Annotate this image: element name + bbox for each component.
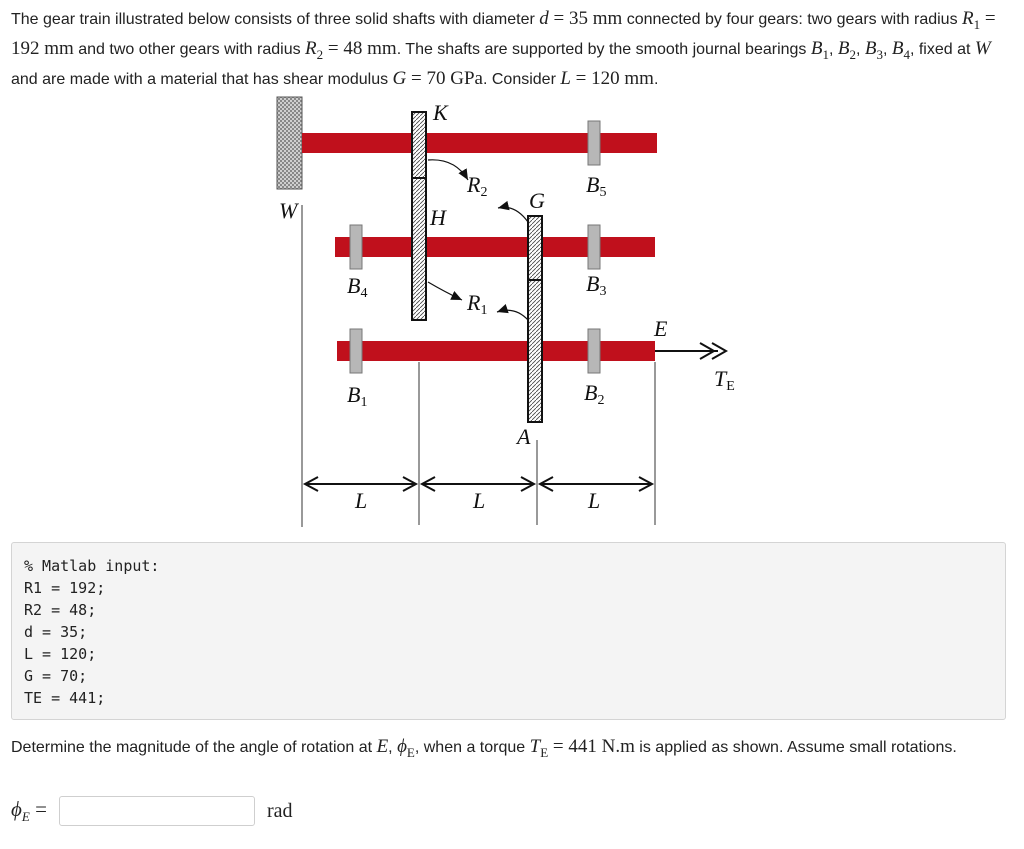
code-line: R1 = 192; [24,579,106,597]
gear-g [528,216,542,280]
code-line: TE = 441; [24,689,106,707]
answer-label: $\phi_E$ = [11,796,47,825]
code-line: L = 120; [24,645,97,663]
matlab-code [24,555,993,709]
label-k: K [433,100,448,125]
label-te: TE [714,366,735,394]
intro-text-5: fixed at [918,40,975,58]
shaft-middle [335,237,655,257]
g-value: = 70 GPa [406,67,483,89]
l-value: = 120 mm [570,67,654,89]
d-value: = 35 mm [548,8,623,29]
fixed-wall [277,97,302,189]
r2-arrow-2 [498,207,528,222]
label-a: A [517,424,531,449]
phi-e-answer-input[interactable] [59,796,255,826]
gear-h [412,178,426,320]
matlab-code-box [11,542,1006,720]
bearing-b3 [588,225,600,269]
r2-arrow-1 [428,160,468,180]
intro-text-3: and two other gears with radius [73,40,306,58]
problem-statement: The gear train illustrated below consists of three solid shafts with diameter d = 35 mm connected by four gears: two gears with radius $R_1 = 192$ mm and two other gears with radius $R_2 = 48$ mm. The shafts are supported by the smooth journal bearings $B_1$, $B_2$, $B_3$, $B_4$, fixed at W and are made with a material that has shear modulus G = 70 GPa. Consider L = 120 mm. [11,8,996,89]
l-symbol: L [560,67,571,89]
r1-arrow-1 [428,282,462,300]
r1-symbol: $R_1$ [962,8,981,32]
label-b4: B4 [347,273,368,301]
label-e: E [654,316,668,341]
label-g: G [529,188,545,213]
label-r2: R2 [467,172,488,200]
shaft-top [302,133,657,153]
bearing-b1 [350,329,362,373]
shaft-bottom [337,341,655,361]
b2-symbol: $B_2$ [837,37,856,62]
unit-label: rad [267,799,293,822]
intro-text-2: connected by four gears: two gears with radius [622,11,963,28]
intro-text-4: . The shafts are supported by the smooth journal bearings [396,40,811,58]
gear-train-figure [265,95,745,530]
label-l3: L [588,488,601,513]
label-b5: B5 [586,172,607,200]
intro-text-6: and are made with a material that has shear modulus [11,70,393,88]
r1-arrow-2 [497,310,528,320]
bearing-b2 [588,329,600,373]
label-w: W [279,198,298,223]
bearing-b5 [588,121,600,165]
answer-row [11,795,293,827]
code-line: % Matlab input: [24,557,160,575]
d-symbol: d [539,8,549,29]
code-line: G = 70; [24,667,88,685]
intro-text-1: The gear train illustrated below consists of three solid shafts with diameter [11,11,540,28]
label-b1: B1 [347,382,368,410]
code-line: R2 = 48; [24,601,97,619]
gear-a [528,280,542,422]
label-h: H [430,205,446,230]
label-b2: B2 [584,380,605,408]
label-b3: B3 [586,271,607,299]
g-symbol: G [392,67,407,89]
w-symbol: W [974,37,991,59]
label-r1: R1 [467,290,488,318]
code-line: d = 35; [24,623,88,641]
b3-symbol: $B_3$ [864,37,883,62]
intro-text-7: . Consider [482,70,561,88]
b4-symbol: $B_4$ [891,37,910,62]
b1-symbol: $B_1$ [810,37,829,62]
question-text: Determine the magnitude of the angle of rotation at E, $\phi_E$, when a torque $T_E = 441$ N.m is applied as shown. Assume small rotations. [11,736,957,760]
gear-k [412,112,426,178]
label-l2: L [473,488,486,513]
bearing-b4 [350,225,362,269]
label-l1: L [355,488,368,513]
r1-value: = 192 mm [11,8,996,59]
r2-symbol: $R_2$ [305,37,324,62]
r2-value: = 48 mm [323,37,397,59]
